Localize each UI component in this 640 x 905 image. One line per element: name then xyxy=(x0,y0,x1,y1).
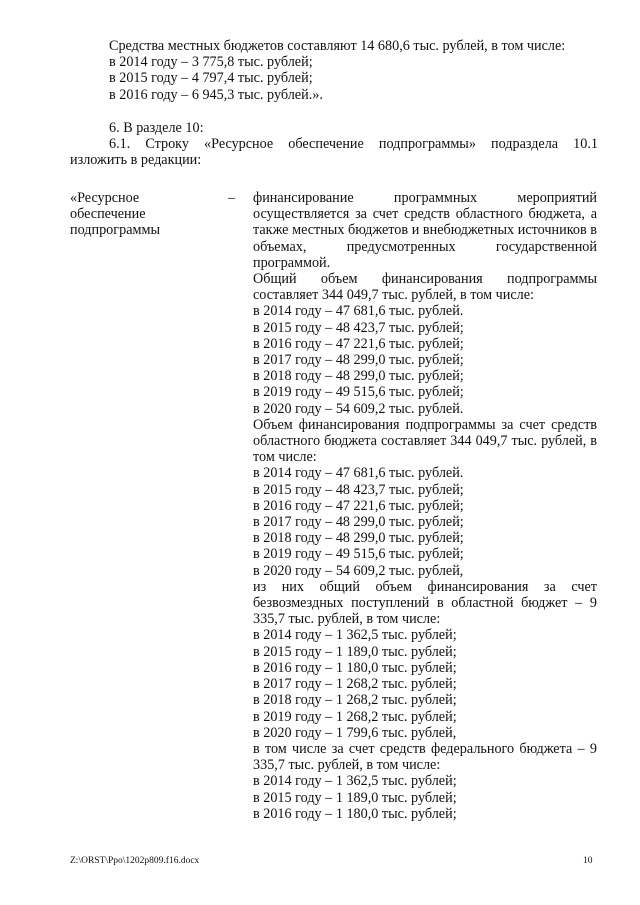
list-item: в 2016 году – 47 221,6 тыс. рублей; xyxy=(253,497,464,514)
intro-block xyxy=(70,38,598,103)
section-subheading: 6.1. Строку «Ресурсное обеспечение подпрограммы» подраздела 10.1 xyxy=(109,136,598,153)
list-item: в 2014 году – 1 362,5 тыс. рублей; xyxy=(253,627,457,644)
paragraph: Объем финансирования подпрограммы за счет средств областного бюджета составляет 344 049,7 тыс. рублей, в том числе: xyxy=(253,416,597,466)
section-subheading-continuation: изложить в редакции: xyxy=(70,152,202,169)
list-b xyxy=(253,465,597,578)
intro-line: Средства местных бюджетов составляют 14 680,6 тыс. рублей, в том числе: xyxy=(109,38,566,54)
list-item: в 2014 году – 47 681,6 тыс. рублей. xyxy=(253,303,464,320)
list-item: в 2015 году – 48 423,7 тыс. рублей; xyxy=(253,481,464,498)
page-number: 10 xyxy=(583,856,593,866)
list-c xyxy=(253,627,597,740)
section-heading: 6. В разделе 10: xyxy=(109,120,204,136)
list-item: в 2014 году – 47 681,6 тыс. рублей. xyxy=(253,465,464,482)
list-item: в 2018 году – 1 268,2 тыс. рублей; xyxy=(253,692,457,709)
list-item: в 2018 году – 48 299,0 тыс. рублей; xyxy=(253,530,464,547)
list-a xyxy=(253,303,597,416)
list-item: в 2016 году – 47 221,6 тыс. рублей; xyxy=(253,335,464,352)
list-item: в 2020 году – 54 609,2 тыс. рублей, xyxy=(253,562,464,579)
row-label xyxy=(70,190,220,239)
list-d xyxy=(253,773,597,822)
paragraph: из них общий объем финансирования за счет безвозмездных поступлений в областной бюджет – 9 335,7 тыс. рублей, в том числе: xyxy=(253,578,597,628)
row-label-line: подпрограммы xyxy=(70,222,160,239)
list-item: в 2019 году – 1 268,2 тыс. рублей; xyxy=(253,708,457,725)
list-item: в 2015 году – 1 189,0 тыс. рублей; xyxy=(253,643,457,660)
list-item: в 2015 году – 1 189,0 тыс. рублей; xyxy=(253,789,457,806)
paragraph: Общий объем финансирования подпрограммы составляет 344 049,7 тыс. рублей, в том числе: xyxy=(253,271,597,304)
paragraph: финансирование программных мероприятий осуществляется за счет средств областного бюджета, а также местных бюджетов и внебюджетных источников в объемах, предусмотренных государственной программой. xyxy=(253,190,597,271)
list-item: в 2019 году – 49 515,6 тыс. рублей; xyxy=(253,546,464,563)
row-label-line: «Ресурсное xyxy=(70,190,140,206)
list-item: в 2017 году – 1 268,2 тыс. рублей; xyxy=(253,676,457,693)
list-item: в 2016 году – 1 180,0 тыс. рублей; xyxy=(253,659,457,676)
list-item: в 2020 году – 54 609,2 тыс. рублей. xyxy=(253,400,464,417)
list-item: в 2017 году – 48 299,0 тыс. рублей; xyxy=(253,352,464,369)
list-item: в 2019 году – 49 515,6 тыс. рублей; xyxy=(253,384,464,401)
row-content xyxy=(253,190,597,822)
intro-line: в 2014 году – 3 775,8 тыс. рублей; xyxy=(109,54,313,71)
footer-file-path: Z:\ORST\Ppo\1202p809.f16.docx xyxy=(70,856,200,866)
list-item: в 2015 году – 48 423,7 тыс. рублей; xyxy=(253,319,464,336)
intro-line: в 2015 году – 4 797,4 тыс. рублей; xyxy=(109,70,313,87)
list-item: в 2014 году – 1 362,5 тыс. рублей; xyxy=(253,773,457,790)
list-item: в 2016 году – 1 180,0 тыс. рублей; xyxy=(253,805,457,822)
list-item: в 2018 году – 48 299,0 тыс. рублей; xyxy=(253,368,464,385)
row-dash: – xyxy=(228,190,236,206)
section-block xyxy=(70,120,598,169)
list-item: в 2020 году – 1 799,6 тыс. рублей, xyxy=(253,724,457,741)
row-label-line: обеспечение xyxy=(70,206,146,223)
paragraph: в том числе за счет средств федерального бюджета – 9 335,7 тыс. рублей, в том числе: xyxy=(253,740,597,774)
list-item: в 2017 году – 48 299,0 тыс. рублей; xyxy=(253,514,464,531)
intro-line: в 2016 году – 6 945,3 тыс. рублей.». xyxy=(109,86,323,103)
